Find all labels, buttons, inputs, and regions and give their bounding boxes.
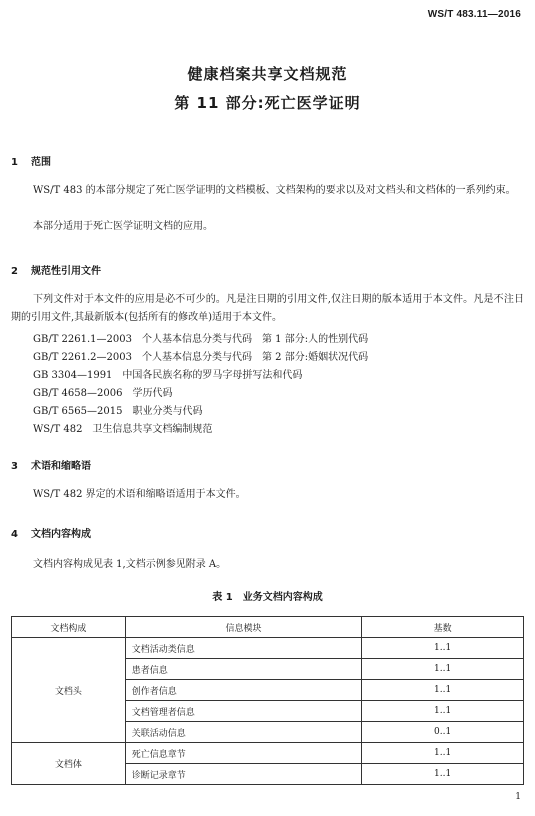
section-number: 1 [11, 157, 18, 168]
group-cell: 文档头 [12, 638, 126, 743]
standard-code: WS/T 483.11—2016 [427, 9, 521, 20]
section-2-heading [11, 262, 101, 277]
cardinality-cell: 1..1 [362, 659, 524, 680]
section-number: 2 [11, 266, 18, 277]
table-header-row [12, 617, 524, 638]
section-title: 术语和缩略语 [31, 461, 91, 472]
reference-item: GB/T 2261.2—2003 个人基本信息分类与代码 第 2 部分:婚姻状况代码 [33, 352, 369, 363]
section-4-heading [11, 525, 91, 540]
section-1-paragraph-1: WS/T 483 的本部分规定了死亡医学证明的文档模板、文档架构的要求以及对文档头和文档体的一系列约束。 [33, 185, 516, 196]
cardinality-cell: 1..1 [362, 701, 524, 722]
table-row [12, 638, 524, 659]
document-title: 健康档案共享文档规范 [187, 65, 348, 83]
section-3-heading [11, 457, 91, 472]
column-header: 信息模块 [125, 617, 362, 638]
section-number: 3 [11, 461, 18, 472]
section-1-heading [11, 153, 51, 168]
module-cell: 患者信息 [125, 659, 362, 680]
module-cell: 诊断记录章节 [125, 764, 362, 785]
table-row [12, 743, 524, 764]
reference-item: WS/T 482 卫生信息共享文档编制规范 [33, 424, 213, 435]
section-number: 4 [11, 529, 18, 540]
cardinality-cell: 1..1 [362, 743, 524, 764]
column-header: 文档构成 [12, 617, 126, 638]
cardinality-cell: 0..1 [362, 722, 524, 743]
cardinality-cell: 1..1 [362, 680, 524, 701]
group-cell: 文档体 [12, 743, 126, 785]
module-cell: 创作者信息 [125, 680, 362, 701]
table-caption: 表 1 业务文档内容构成 [212, 592, 323, 603]
cardinality-cell: 1..1 [362, 764, 524, 785]
column-header: 基数 [362, 617, 524, 638]
reference-item: GB 3304—1991 中国各民族名称的罗马字母拼写法和代码 [33, 370, 303, 381]
reference-item: GB/T 4658—2006 学历代码 [33, 388, 173, 399]
page-number: 1 [515, 792, 521, 802]
reference-item: GB/T 6565—2015 职业分类与代码 [33, 406, 203, 417]
section-2-paragraph-1: 下列文件对于本文件的应用是必不可少的。凡是注日期的引用文件,仅注日期的版本适用于本文件。凡是不注日期的引用文件,其最新版本(包括所有的修改单)适用于本文件。 [11, 294, 524, 323]
content-table [11, 616, 524, 785]
section-title: 规范性引用文件 [31, 266, 101, 277]
section-3-paragraph-1: WS/T 482 界定的术语和缩略语适用于本文件。 [33, 489, 246, 500]
section-title: 范围 [31, 157, 51, 168]
document-subtitle: 第 11 部分:死亡医学证明 [174, 94, 361, 112]
section-title: 文档内容构成 [31, 529, 91, 540]
module-cell: 文档活动类信息 [125, 638, 362, 659]
module-cell: 关联活动信息 [125, 722, 362, 743]
reference-item: GB/T 2261.1—2003 个人基本信息分类与代码 第 1 部分:人的性别代码 [33, 334, 369, 345]
section-4-paragraph-1: 文档内容构成见表 1,文档示例参见附录 A。 [33, 559, 227, 570]
module-cell: 死亡信息章节 [125, 743, 362, 764]
cardinality-cell: 1..1 [362, 638, 524, 659]
module-cell: 文档管理者信息 [125, 701, 362, 722]
section-1-paragraph-2: 本部分适用于死亡医学证明文档的应用。 [33, 221, 213, 232]
